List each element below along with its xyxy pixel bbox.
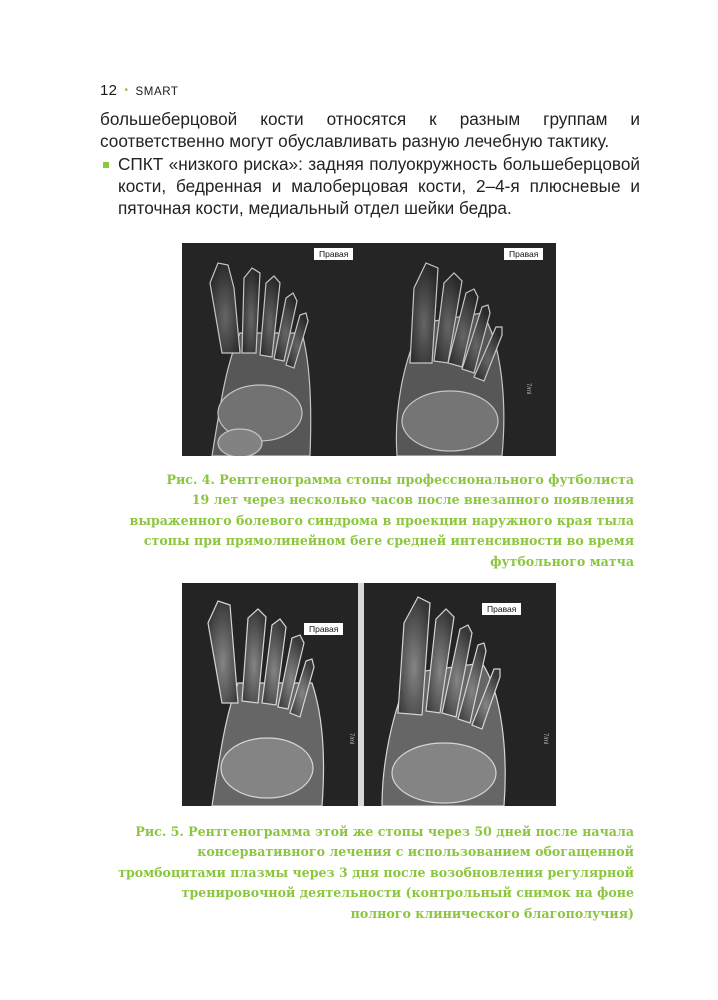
bullet-square-icon	[103, 162, 109, 168]
figure5-caption-line: Рис. 5. Рентгенограмма этой же стопы через 50 дней после начала	[135, 824, 634, 839]
figure4-xray-image	[182, 243, 556, 456]
header-separator: •	[124, 85, 129, 96]
figure5-label-right: Правая	[482, 603, 521, 615]
figure5-caption-line: тренировочной деятельности (контрольный снимок на фоне	[181, 885, 634, 901]
figure5-label-left: Правая	[304, 623, 343, 635]
figure4-caption-line: 19 лет через несколько часов после внезапного появления	[191, 492, 634, 508]
figure5-caption-line: тромбоцитами плазмы через 3 дня после возобновления регулярной	[118, 864, 634, 880]
bullet-text: СПКТ «низкого риска»: задняя полуокружность большеберцовой кости, бедренная и малоберцовая кости, 2–4-я плюсневые и пяточная кости, медиальный отдел шейки бедра.	[118, 153, 640, 219]
body-text	[100, 108, 640, 219]
bullet-item	[100, 153, 640, 220]
body-paragraph: большеберцовой кости относятся к разным группам и соответственно могут обуславливать разную лечебную тактику.	[100, 109, 640, 152]
brand-name: SMART	[135, 86, 179, 98]
figure4-caption-line: Рис. 4. Рентгенограмма стопы профессионального футболиста	[166, 472, 634, 487]
figure5-xray-image	[182, 583, 556, 806]
figure4-caption-line: футбольного матча	[490, 553, 634, 569]
svg-text:7/ml: 7/ml	[542, 733, 548, 745]
figure5-xray-graphic	[182, 583, 556, 806]
page-header	[100, 82, 179, 99]
svg-text:7/ml: 7/ml	[348, 733, 354, 745]
figure5-caption	[118, 822, 634, 924]
figure4-label-left: Правая	[314, 248, 353, 260]
figure4-caption	[130, 470, 634, 572]
figure4-caption-line: выраженного болевого синдрома в проекции наружного края тыла	[129, 512, 634, 528]
figure4-caption-line: стопы при прямолинейном беге средней интенсивности во время	[143, 533, 634, 549]
page-number: 12	[100, 82, 118, 99]
figure4-label-right: Правая	[504, 248, 543, 260]
figure5-caption-line: полного клинического благополучия)	[350, 905, 634, 921]
figure4-xray-graphic	[182, 243, 556, 456]
svg-text:7/ml: 7/ml	[525, 383, 531, 395]
figure5-caption-line: консервативного лечения с использованием обогащенной	[197, 844, 634, 860]
